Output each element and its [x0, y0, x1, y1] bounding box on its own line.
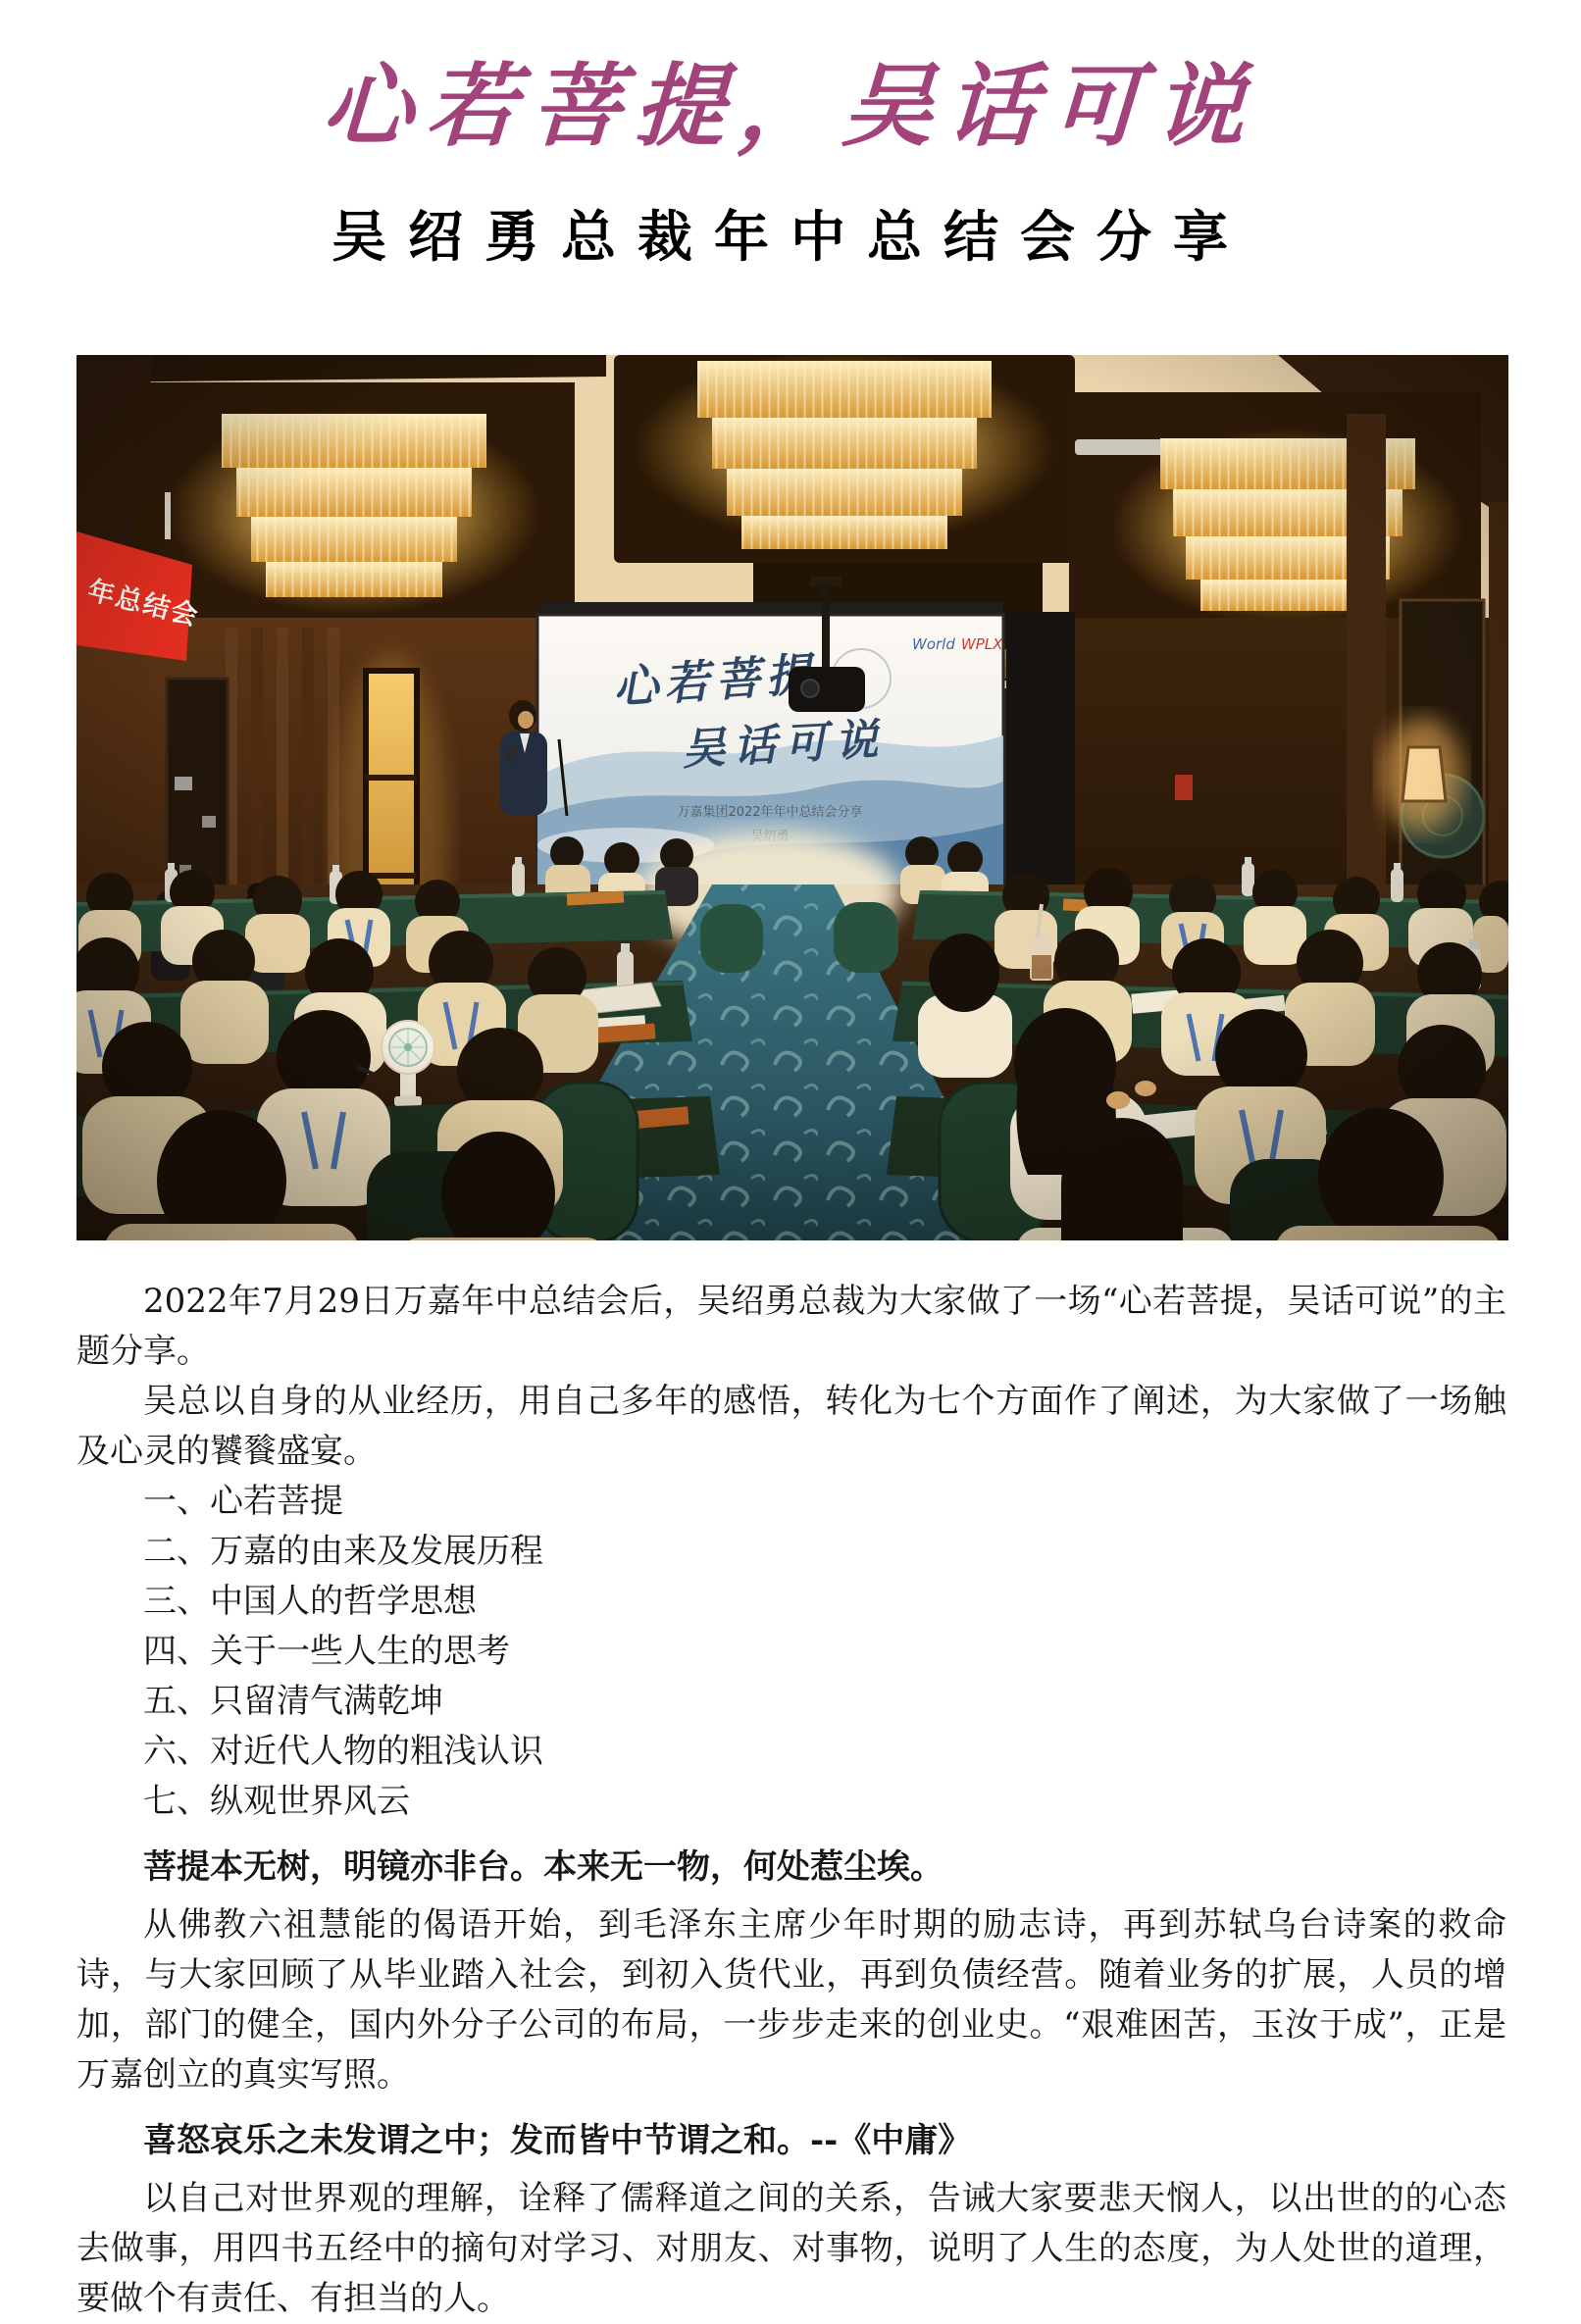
section-heading-2: 喜怒哀乐之未发谓之中；发而皆中节谓之和。--《中庸》 — [143, 2121, 972, 2160]
paragraph-section-2: 以自己对世界观的理解，诠释了儒释道之间的关系，告诫大家要悲天悯人，以出世的的心态去做事，用四书五经中的摘句对学习、对朋友、对事物，说明了人生的态度，为人处世的道理，要做个有责任、有担当的人。 — [76, 2179, 1506, 2318]
page-subtitle: 吴绍勇总裁年中总结会分享 — [332, 206, 1250, 270]
paragraph-intro: 2022年7月29日万嘉年中总结会后，吴绍勇总裁为大家做了一场“心若菩提，吴话可说”的主题分享。 — [76, 1282, 1506, 1371]
vignette-overlay — [76, 355, 1508, 1240]
conference-photo-illustration — [76, 355, 1508, 1240]
topic-item-7: 七、纵观世界风云 — [143, 1782, 410, 1821]
topic-item-1: 一、心若菩提 — [143, 1482, 343, 1521]
paragraph-overview: 吴总以自身的从业经历，用自己多年的感悟，转化为七个方面作了阐述，为大家做了一场触及心灵的饕餮盛宴。 — [76, 1382, 1506, 1471]
topic-item-2: 二、万嘉的由来及发展历程 — [143, 1532, 543, 1571]
paragraph-section-1: 从佛教六祖慧能的偈语开始，到毛泽东主席少年时期的励志诗，再到苏轼乌台诗案的救命诗，与大家回顾了从毕业踏入社会，到初入货代业，再到负债经营。随着业务的扩展，人员的增加，部门的健全，国内外分子公司的布局，一步步走来的创业史。“艰难困苦，玉汝于成”，正是万嘉创立的真实写照。 — [76, 1905, 1506, 2095]
topic-item-3: 三、中国人的哲学思想 — [143, 1582, 477, 1621]
article-body — [76, 1277, 1506, 2324]
conference-photo — [76, 355, 1508, 1240]
page-title: 心若菩提，吴话可说 — [320, 53, 1261, 159]
topic-item-4: 四、关于一些人生的思考 — [143, 1632, 510, 1671]
topic-item-5: 五、只留清气满乾坤 — [143, 1682, 443, 1721]
section-heading-1: 菩提本无树，明镜亦非台。本来无一物，何处惹尘埃。 — [143, 1847, 944, 1887]
topic-list — [76, 1477, 1506, 1827]
topic-item-6: 六、对近代人物的粗浅认识 — [143, 1732, 543, 1771]
